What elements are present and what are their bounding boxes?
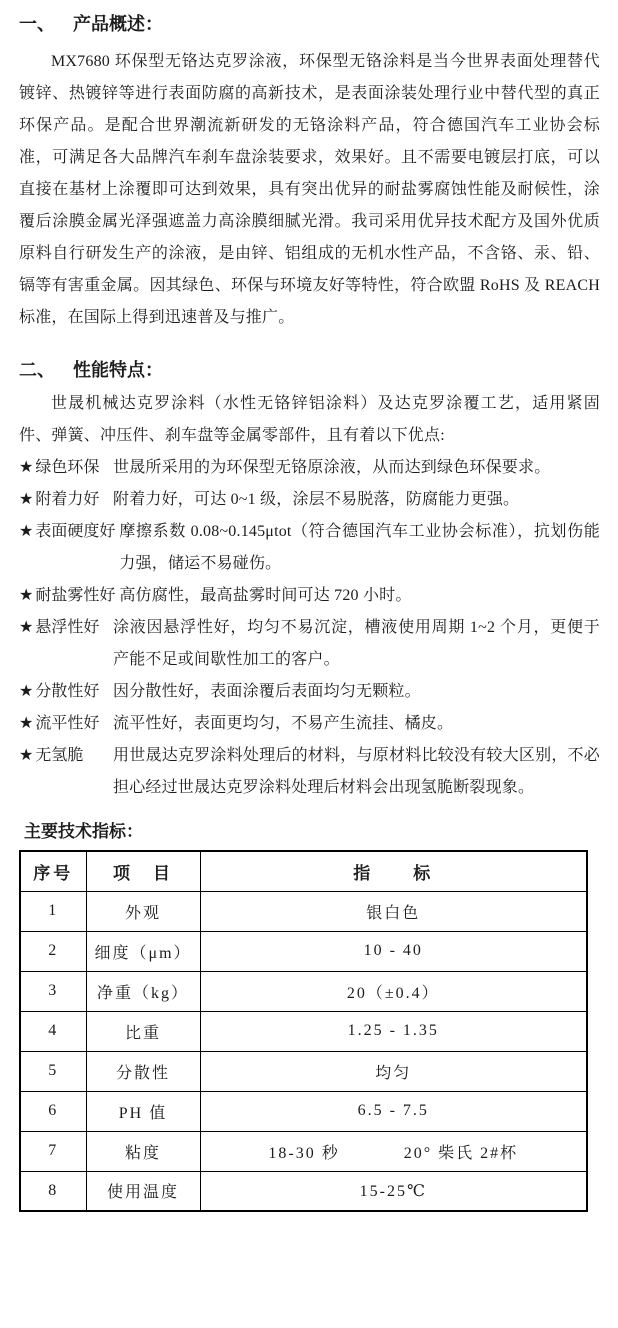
star-icon: ★ — [19, 747, 34, 764]
row-value-main: 18-30 秒 — [268, 1144, 340, 1162]
row-value — [200, 1131, 587, 1171]
spec-table-heading: 主要技术指标： — [24, 822, 143, 842]
star-icon: ★ — [19, 715, 34, 732]
row-value-main: 1.25 - 1.35 — [347, 1022, 439, 1039]
spec-table-header-row — [20, 851, 587, 891]
table-row — [20, 971, 587, 1011]
table-row — [20, 891, 587, 931]
table-row — [20, 931, 587, 971]
row-value-main: 20（±0.4） — [346, 984, 440, 1002]
row-item: 比重 — [86, 1011, 200, 1051]
row-number: 7 — [20, 1131, 86, 1171]
section2-intro: 世晟机械达克罗涂料（水性无铬锌铝涂料）及达克罗涂覆工艺，适用紧固件、弹簧、冲压件、刹车盘等金属零部件，且有着以下优点: — [19, 395, 600, 444]
star-icon: ★ — [19, 683, 34, 700]
feature-label-text: 分散性好 — [35, 683, 100, 700]
row-number: 5 — [20, 1051, 86, 1091]
row-item: 使用温度 — [86, 1171, 200, 1211]
feature-label — [19, 516, 119, 580]
star-icon: ★ — [19, 587, 34, 604]
row-value-main: 均匀 — [375, 1064, 412, 1082]
row-value — [200, 971, 587, 1011]
feature-label — [19, 580, 119, 612]
row-value — [200, 891, 587, 931]
row-value — [200, 1091, 587, 1131]
feature-text: 附着力好，可达 0~1 级，涂层不易脱落，防腐能力更强。 — [113, 491, 520, 508]
feature-text: 流平性好，表面更均匀，不易产生流挂、橘皮。 — [113, 715, 454, 732]
row-number: 3 — [20, 971, 86, 1011]
row-value-extra: 20° 柴氏 2#杯 — [403, 1144, 519, 1162]
row-value — [200, 1011, 587, 1051]
star-icon: ★ — [19, 459, 34, 476]
row-value-main: 15-25℃ — [359, 1182, 427, 1200]
row-item: 细度（μm） — [86, 931, 200, 971]
row-value-main: 6.5 - 7.5 — [357, 1102, 429, 1119]
row-value — [200, 1171, 587, 1211]
row-number: 6 — [20, 1091, 86, 1131]
column-header-item: 项 目 — [86, 851, 200, 891]
feature-label-text: 流平性好 — [35, 715, 100, 732]
row-value — [200, 931, 587, 971]
feature-label — [19, 452, 113, 484]
row-item: 外观 — [86, 891, 200, 931]
star-icon: ★ — [19, 619, 34, 636]
row-number: 2 — [20, 931, 86, 971]
feature-label — [19, 740, 113, 804]
section1-number: 一、 — [19, 14, 55, 35]
feature-label-text: 耐盐雾性好 — [35, 587, 116, 604]
section2-heading — [19, 359, 600, 383]
feature-text: 涂液因悬浮性好，均匀不易沉淀，槽液使用周期 1~2 个月，更便于产能不足或间歇性加工的客户。 — [113, 619, 600, 668]
feature-label-text: 悬浮性好 — [35, 619, 100, 636]
row-value-main: 10 - 40 — [363, 942, 423, 959]
feature-text: 用世晟达克罗涂料处理后的材料，与原材料比较没有较大区别，不必担心经过世晟达克罗涂料处理后材料会出现氢脆断裂现象。 — [113, 747, 600, 796]
feature-label-text: 绿色环保 — [35, 459, 100, 476]
section1-heading — [19, 13, 600, 37]
star-icon: ★ — [19, 491, 34, 508]
feature-text: 摩擦系数 0.08~0.145μtot（符合德国汽车工业协会标准），抗划伤能力强，储运不易碰伤。 — [119, 523, 600, 572]
feature-text: 世晟所采用的为环保型无铬原涂液，从而达到绿色环保要求。 — [113, 459, 551, 476]
table-row — [20, 1011, 587, 1051]
feature-label — [19, 676, 113, 708]
row-item: 净重（kg） — [86, 971, 200, 1011]
row-value — [200, 1051, 587, 1091]
row-item: 分散性 — [86, 1051, 200, 1091]
section2-title: 性能特点： — [73, 360, 163, 381]
column-header-no: 序号 — [20, 851, 86, 891]
feature-item — [19, 484, 600, 516]
feature-label — [19, 484, 113, 516]
feature-item — [19, 708, 600, 740]
spec-table-body — [20, 891, 587, 1211]
table-row — [20, 1131, 587, 1171]
feature-item — [19, 740, 600, 804]
row-value-main: 银白色 — [366, 904, 421, 922]
feature-label — [19, 708, 113, 740]
section2-number: 二、 — [19, 360, 55, 381]
row-item: PH 值 — [86, 1091, 200, 1131]
star-icon: ★ — [19, 523, 34, 540]
feature-text: 高仿腐性，最高盐雾时间可达 720 小时。 — [119, 587, 412, 604]
spec-table — [19, 850, 588, 1212]
feature-label-text: 附着力好 — [35, 491, 100, 508]
feature-text: 因分散性好，表面涂覆后表面均匀无颗粒。 — [113, 683, 421, 700]
section1-paragraph: MX7680 环保型无铬达克罗涂液，环保型无铬涂料是当今世界表面处理替代镀锌、热镀锌等进行表面防腐的高新技术，是表面涂装处理行业中替代型的真正环保产品。是配合世界潮流新研发的无铬涂料产品，符合德国汽车工业协会标准，可满足各大品牌汽车刹车盘涂装要求，效果好。且不需要电镀层打底，可以直接在基材上涂覆即可达到效果，具有突出优异的耐盐雾腐蚀性能及耐候性，涂覆后涂膜金属光泽强遮盖力高涂膜细腻光滑。我司采用优异技术配方及国外优质原料自行研发生产的涂液，是由锌、铝组成的无机水性产品，不含铬、汞、铅、镉等有害重金属。因其绿色、环保与环境友好等特性，符合欧盟 RoHS 及 REACH 标准，在国际上得到迅速普及与推广。 — [19, 53, 600, 326]
feature-list — [19, 452, 600, 804]
table-row — [20, 1051, 587, 1091]
column-header-value: 指 标 — [200, 851, 587, 891]
row-number: 4 — [20, 1011, 86, 1051]
feature-item — [19, 452, 600, 484]
section1-title: 产品概述： — [73, 14, 163, 35]
table-row — [20, 1171, 587, 1211]
feature-label-text: 无氢脆 — [35, 747, 84, 764]
feature-item — [19, 676, 600, 708]
feature-label — [19, 612, 113, 676]
feature-label-text: 表面硬度好 — [35, 523, 116, 540]
row-number: 8 — [20, 1171, 86, 1211]
feature-item — [19, 612, 600, 676]
feature-item — [19, 516, 600, 580]
table-row — [20, 1091, 587, 1131]
row-number: 1 — [20, 891, 86, 931]
feature-item — [19, 580, 600, 612]
row-item: 粘度 — [86, 1131, 200, 1171]
